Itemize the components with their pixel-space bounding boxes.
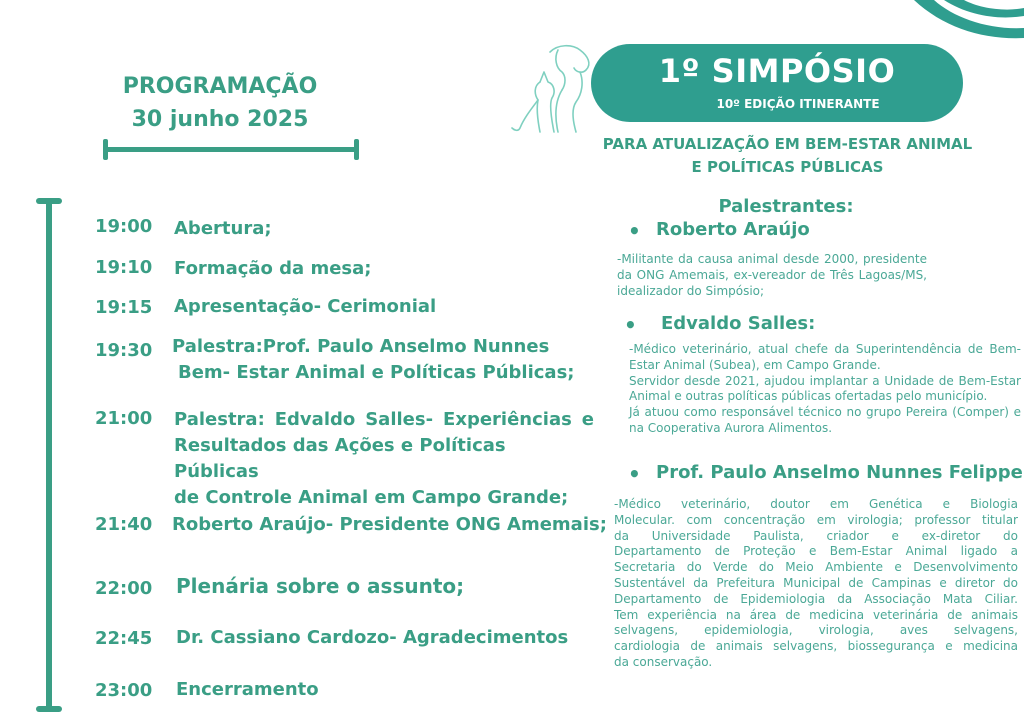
bio-line: Departamento de Proteção e Bem-Estar Animal ligado a [614, 544, 1018, 559]
bio-line: -Militante da causa animal desde 2000, presidente [617, 252, 927, 266]
event-title: 1º SIMPÓSIO [658, 52, 896, 90]
bullet-icon: • [628, 219, 641, 243]
schedule-time: 21:40 [95, 514, 153, 535]
speaker-bio [629, 342, 1021, 437]
program-heading [90, 70, 350, 136]
schedule-time: 19:10 [95, 257, 153, 278]
bio-line: Animal e outras políticas públicas ofertadas pelo município. [629, 389, 988, 404]
schedule-time: 19:00 [95, 216, 153, 237]
bio-line: Estar Animal (Subea), em Campo Grande. [629, 357, 881, 372]
schedule-item: Encerramento [176, 679, 319, 700]
schedule-item: Roberto Araújo- Presidente ONG Amemais; [172, 514, 607, 535]
schedule-item: Plenária sobre o assunto; [176, 574, 465, 598]
bio-line: -Médico veterinário, atual chefe da Superintendência de Bem- [629, 342, 1021, 356]
schedule-item [174, 407, 594, 511]
schedule-item: Apresentação- Cerimonial [174, 296, 437, 317]
program-title: PROGRAMAÇÃO [122, 74, 318, 99]
dog-cat-icon [510, 42, 600, 137]
subtitle-line: PARA ATUALIZAÇÃO EM BEM-ESTAR ANIMAL [602, 135, 973, 153]
heading-divider [103, 145, 359, 153]
schedule-time: 19:30 [95, 340, 153, 361]
bio-line: Tem experiência na área de medicina veterinária de animais [614, 607, 1018, 622]
schedule-item: Bem- Estar Animal e Políticas Públicas; [178, 362, 575, 383]
schedule-item: Dr. Cassiano Cardozo- Agradecimentos [176, 627, 569, 648]
schedule-item: Abertura; [174, 218, 272, 239]
schedule-time: 22:45 [95, 628, 153, 649]
speakers-heading: Palestrantes: [718, 196, 854, 217]
schedule-line: Palestra: Edvaldo Salles- Experiências e [174, 409, 594, 430]
schedule-line: de Controle Animal em Campo Grande; [174, 487, 569, 508]
bio-line: Servidor desde 2021, ajudou implantar a Unidade de Bem-Estar [629, 373, 1021, 388]
bio-line: da conservação. [614, 654, 713, 669]
bullet-icon: • [628, 462, 641, 486]
speaker-name: Edvaldo Salles: [661, 313, 816, 334]
speaker-name: Roberto Araújo [656, 219, 810, 240]
event-subtitle [595, 133, 980, 179]
schedule-item: Formação da mesa; [174, 258, 372, 279]
schedule-time: 23:00 [95, 680, 153, 701]
schedule-item: Palestra:Prof. Paulo Anselmo Nunnes [172, 336, 550, 357]
bio-line: da ONG Amemais, ex-vereador de Três Lagoas/MS, [617, 267, 927, 282]
bio-line: Sustentável da Prefeitura Municipal de Campinas e diretor do [614, 575, 1018, 590]
program-date: 30 junho 2025 [131, 107, 309, 132]
subtitle-line: E POLÍTICAS PÚBLICAS [691, 158, 884, 176]
bullet-icon: • [624, 313, 637, 337]
timeline-bar [36, 198, 62, 712]
bio-line: Já atuou como responsável técnico no grupo Pereira (Comper) e [629, 405, 1021, 420]
schedule-time: 19:15 [95, 297, 153, 318]
bio-line: da Universidade Paulista, criador e ex-diretor do [614, 528, 1018, 543]
schedule-time: 22:00 [95, 578, 153, 599]
event-edition: 10º EDIÇÃO ITINERANTE [716, 97, 880, 111]
speaker-bio [617, 252, 927, 299]
bio-line: Secretaria do Verde do Meio Ambiente e Desenvolvimento [614, 560, 1018, 575]
bio-line: na Cooperativa Aurora Alimentos. [629, 420, 833, 435]
schedule-time: 21:00 [95, 408, 153, 429]
bio-line: selvagens, epidemiologia, virologia, aves selvagens, [614, 623, 1018, 638]
bio-line: -Médico veterinário, doutor em Genética e Biologia [614, 497, 1018, 511]
speaker-name: Prof. Paulo Anselmo Nunnes Felippe [656, 462, 1023, 483]
bio-line: Departamento de Epidemiologia da Associação Mata Ciliar. [614, 591, 1018, 606]
speaker-bio [614, 497, 1018, 671]
bio-line: cardiologia de animais selvagens, biossegurança e medicina [614, 639, 1018, 654]
bio-line: idealizador do Simpósio; [617, 283, 765, 298]
schedule-line: Resultados das Ações e Políticas Públicas [174, 435, 506, 482]
bio-line: Molecular. com concentração em virologia; professor titular [614, 512, 1018, 527]
